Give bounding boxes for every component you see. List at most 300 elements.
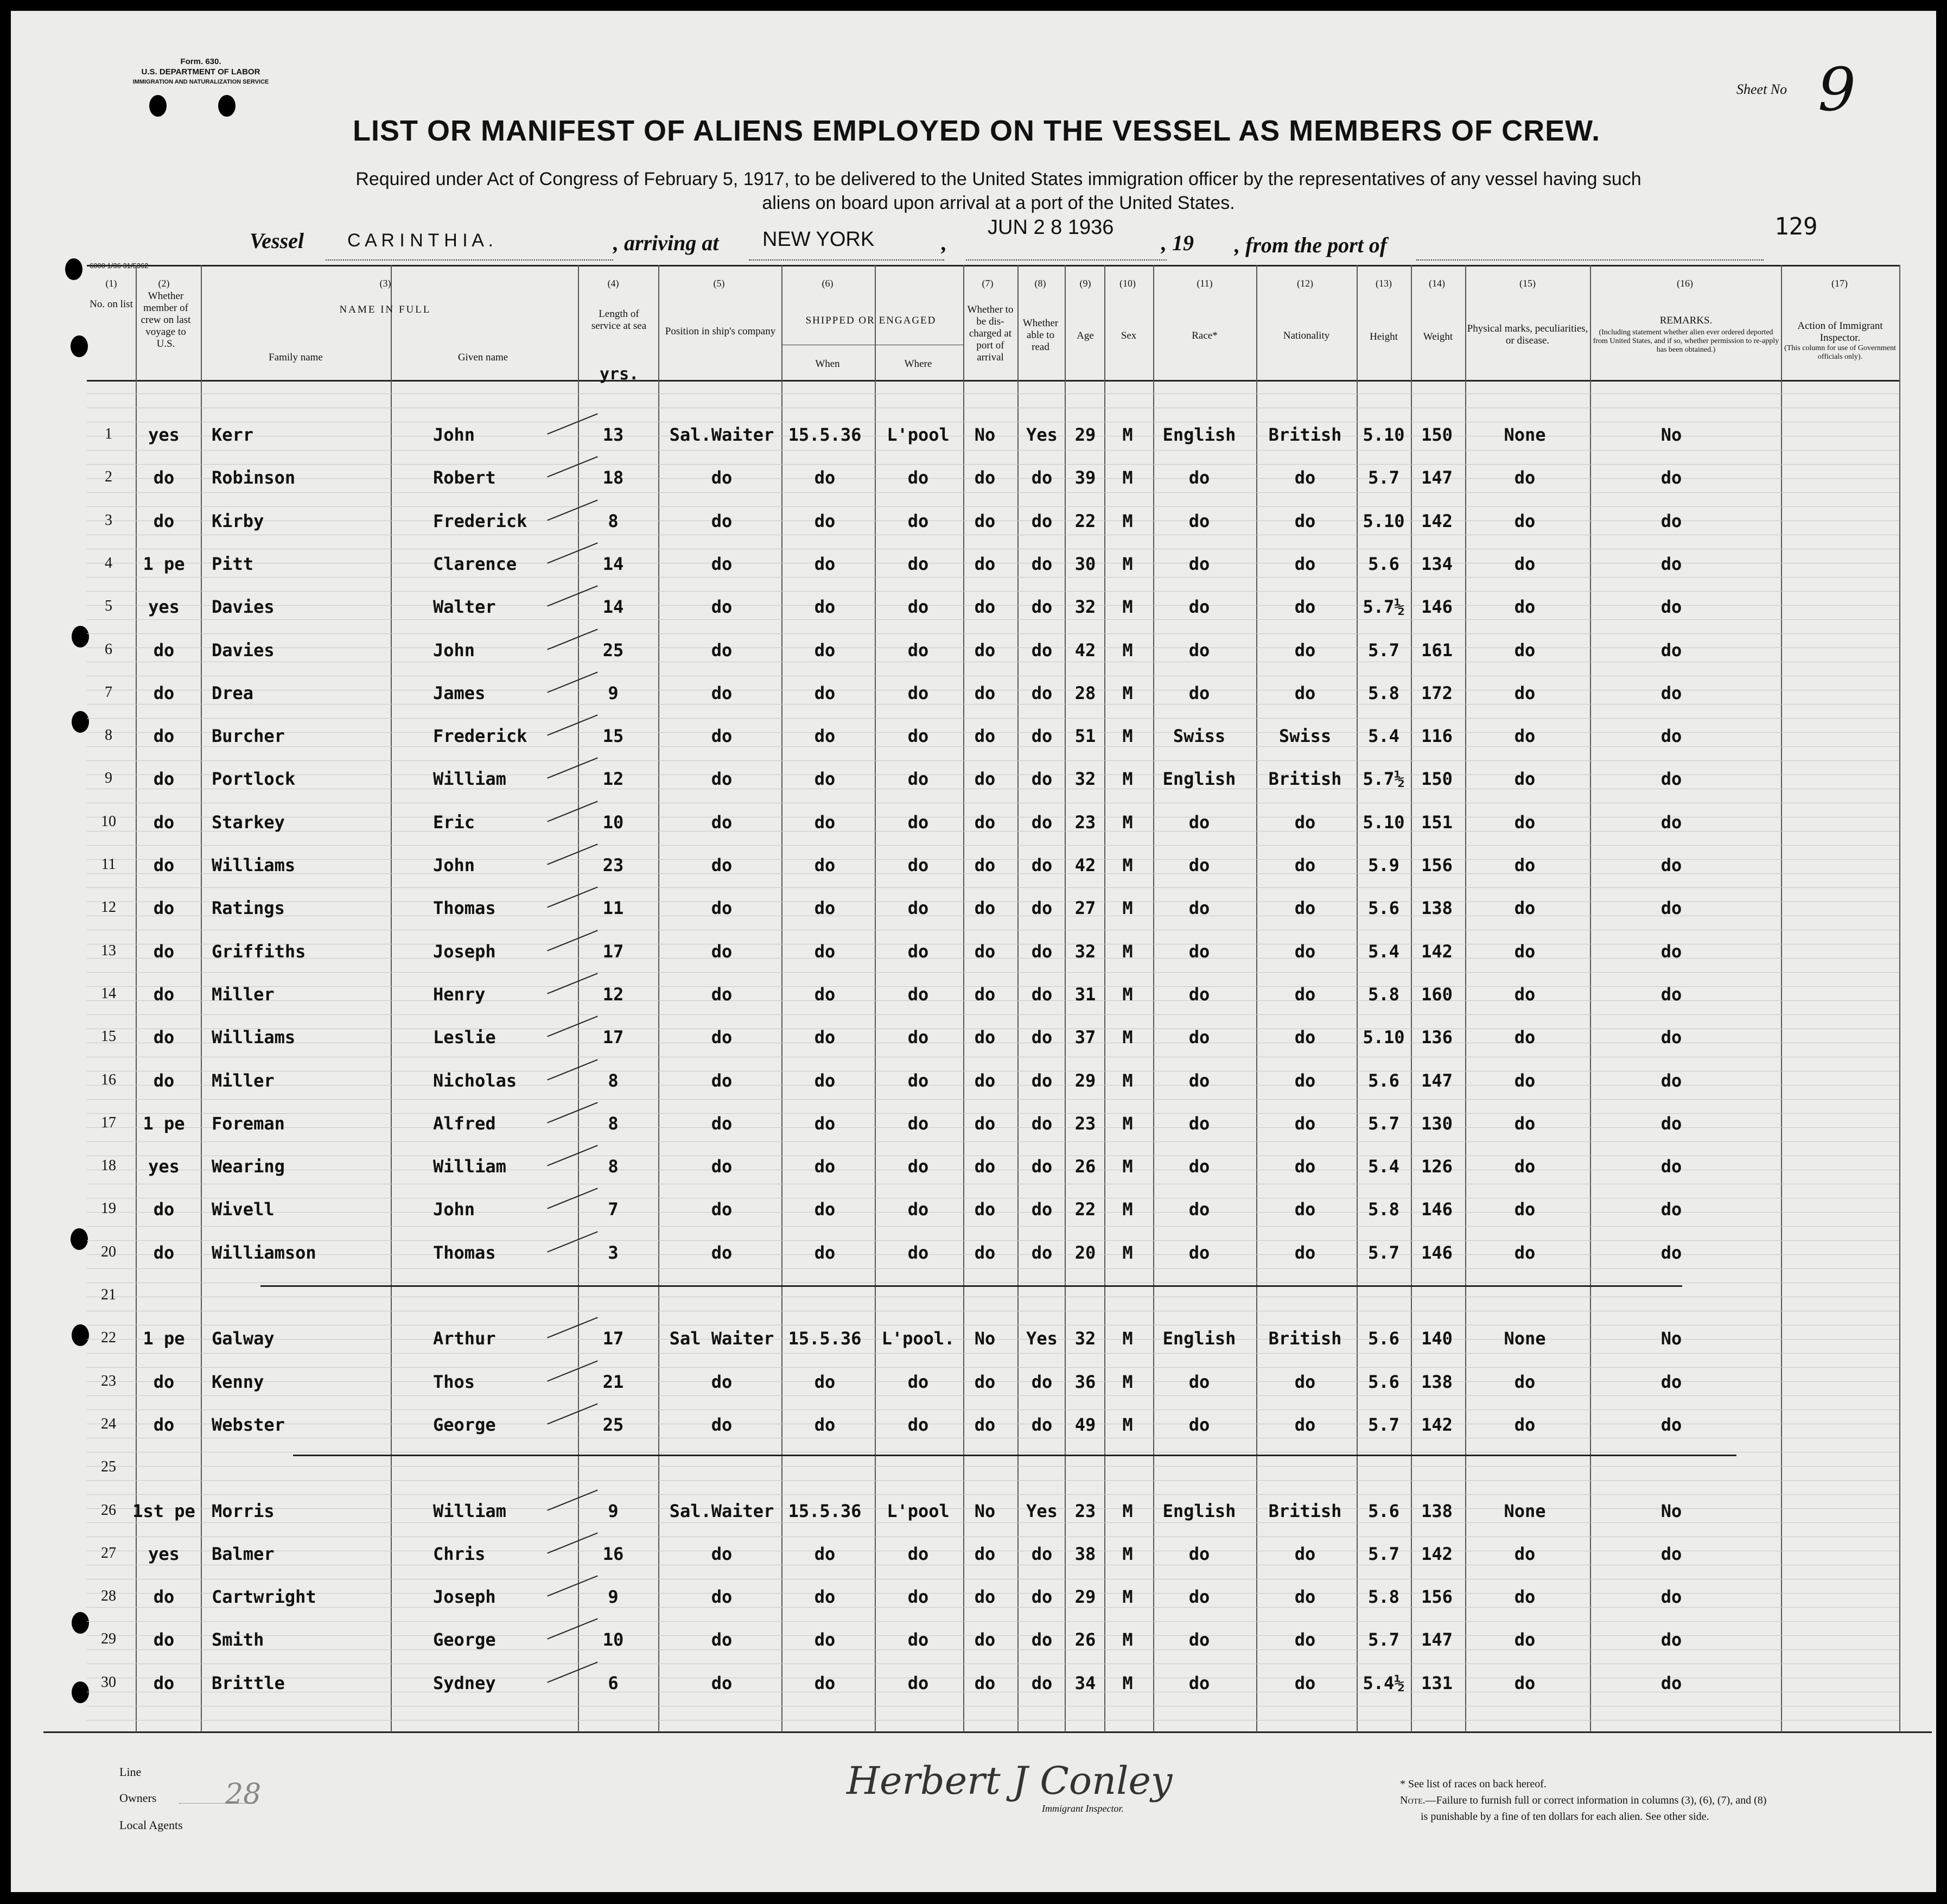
- cell-race: do: [1188, 855, 1210, 875]
- cell-read: do: [1031, 1544, 1053, 1564]
- cell-where: do: [907, 984, 929, 1005]
- cell-read: do: [1031, 1372, 1053, 1392]
- cell-when: do: [814, 1242, 836, 1263]
- row-number: 4: [105, 555, 112, 572]
- cell-sex: M: [1122, 1673, 1133, 1693]
- manifest-sheet: [11, 11, 1936, 1892]
- cell-when: do: [814, 769, 836, 789]
- cell-race: do: [1188, 640, 1210, 661]
- cell-physical: do: [1514, 554, 1536, 574]
- page-title: LIST OR MANIFEST OF ALIENS EMPLOYED ON THE VESSEL AS MEMBERS OF CREW.: [353, 115, 1601, 147]
- column-number: (11): [1197, 278, 1213, 289]
- cell-discharged: do: [974, 855, 996, 875]
- cell-given: Eric: [433, 812, 475, 833]
- cell-race: do: [1188, 1673, 1210, 1693]
- cell-position: do: [711, 812, 733, 833]
- cell-family: Wearing: [212, 1156, 285, 1177]
- cell-position: do: [711, 984, 733, 1005]
- cell-weight: 142: [1421, 1544, 1453, 1564]
- column-number: (8): [1034, 278, 1046, 289]
- cell-position: do: [711, 898, 733, 918]
- cell-where: do: [907, 1372, 929, 1392]
- cell-family: Cartwright: [212, 1586, 316, 1607]
- row-number: 13: [101, 942, 116, 959]
- header-weight: Weight: [1423, 331, 1453, 342]
- table-top-border: [87, 265, 1899, 266]
- cell-read: do: [1031, 640, 1053, 661]
- cell-age: 32: [1074, 596, 1096, 617]
- cell-when: do: [814, 640, 836, 661]
- cell-age: 49: [1074, 1414, 1096, 1435]
- row-number: 10: [101, 813, 116, 830]
- stamp-number: 129: [1774, 213, 1818, 240]
- table-row: [11, 414, 1936, 457]
- cell-when: 15.5.36: [788, 1328, 862, 1349]
- cell-where: do: [907, 467, 929, 488]
- cell-member: do: [153, 726, 175, 746]
- cell-read: do: [1031, 511, 1053, 531]
- line-label: Line: [119, 1765, 142, 1779]
- subtitle-line-2: aliens on board upon arrival at a port of the United States.: [762, 193, 1235, 213]
- cell-family: Ratings: [212, 898, 285, 918]
- table-row: [11, 801, 1936, 845]
- cell-given: Frederick: [433, 511, 527, 531]
- cell-when: do: [814, 683, 836, 703]
- cell-given: William: [433, 1501, 506, 1521]
- cell-service: 9: [608, 1501, 619, 1521]
- cell-weight: 146: [1421, 596, 1453, 617]
- column-number: (12): [1297, 278, 1313, 289]
- cell-race: do: [1188, 1199, 1210, 1220]
- table-row: [11, 1619, 1936, 1662]
- cell-nationality: do: [1294, 1629, 1316, 1650]
- cell-nationality: do: [1294, 511, 1316, 531]
- cell-weight: 142: [1421, 1414, 1453, 1435]
- cell-where: do: [907, 1027, 929, 1048]
- table-row: [11, 672, 1936, 715]
- cell-read: do: [1031, 683, 1053, 703]
- cell-sex: M: [1122, 1199, 1133, 1220]
- cell-race: do: [1188, 683, 1210, 703]
- cell-remarks: do: [1660, 596, 1682, 617]
- cell-age: 29: [1074, 424, 1096, 445]
- header-position: Position in ship's company: [665, 326, 776, 337]
- row-number: 25: [101, 1458, 116, 1475]
- punch-hole: [149, 95, 167, 117]
- header-nationality: Nationality: [1283, 330, 1330, 341]
- cell-race: do: [1188, 1156, 1210, 1177]
- table-row: [11, 1145, 1936, 1189]
- cell-weight: 116: [1421, 726, 1453, 746]
- cell-physical: do: [1514, 1070, 1536, 1091]
- cell-member: do: [153, 984, 175, 1005]
- cell-service: 8: [608, 1070, 619, 1091]
- cell-member: do: [153, 1629, 175, 1650]
- row-number: 15: [101, 1028, 116, 1045]
- cell-service: 15: [602, 726, 624, 746]
- cell-given: Sydney: [433, 1673, 496, 1693]
- table-bottom-border: [43, 1731, 1932, 1733]
- cell-remarks: do: [1660, 1544, 1682, 1564]
- table-row: [11, 758, 1936, 801]
- cell-when: do: [814, 1372, 836, 1392]
- table-row: [11, 1490, 1936, 1533]
- cell-height: 5.7½: [1363, 769, 1405, 789]
- header-sex: Sex: [1121, 330, 1137, 341]
- cell-when: do: [814, 1629, 836, 1650]
- cell-given: Joseph: [433, 1586, 496, 1607]
- cell-family: Williams: [212, 1027, 296, 1048]
- cell-where: do: [907, 596, 929, 617]
- cell-age: 30: [1074, 554, 1096, 574]
- cell-family: Drea: [212, 683, 254, 703]
- cell-position: do: [711, 1113, 733, 1134]
- cell-discharged: do: [974, 1027, 996, 1048]
- cell-height: 5.8: [1368, 683, 1399, 703]
- cell-given: Alfred: [433, 1113, 496, 1134]
- cell-service: 6: [608, 1673, 619, 1693]
- header-race: Race*: [1192, 330, 1218, 341]
- cell-physical: None: [1504, 424, 1546, 445]
- cell-member: do: [153, 1414, 175, 1435]
- year-label: , 19: [1161, 231, 1194, 255]
- cell-where: do: [907, 1586, 929, 1607]
- cell-nationality: do: [1294, 1156, 1316, 1177]
- cell-age: 51: [1074, 726, 1096, 746]
- cell-remarks: do: [1660, 1156, 1682, 1177]
- cell-given: Thos: [433, 1372, 475, 1392]
- cell-sex: M: [1122, 941, 1133, 962]
- cell-family: Miller: [212, 984, 275, 1005]
- cell-family: Smith: [212, 1629, 264, 1650]
- cell-service: 13: [602, 424, 624, 445]
- cell-member: do: [153, 812, 175, 833]
- cell-age: 28: [1074, 683, 1096, 703]
- cell-when: do: [814, 596, 836, 617]
- cell-given: William: [433, 769, 506, 789]
- cell-height: 5.8: [1368, 984, 1399, 1005]
- cell-where: do: [907, 1673, 929, 1693]
- cell-where: do: [907, 511, 929, 531]
- cell-nationality: do: [1294, 941, 1316, 962]
- inspector-signature: Herbert J Conley: [847, 1759, 1173, 1803]
- cell-when: do: [814, 1544, 836, 1564]
- cell-position: do: [711, 1673, 733, 1693]
- cell-member: do: [153, 941, 175, 962]
- cell-position: Sal.Waiter: [669, 1501, 774, 1521]
- cell-age: 26: [1074, 1629, 1096, 1650]
- cell-weight: 142: [1421, 511, 1453, 531]
- from-port-label: , from the port of: [1235, 233, 1388, 257]
- cell-when: do: [814, 1586, 836, 1607]
- cell-where: do: [907, 1414, 929, 1435]
- cell-age: 34: [1074, 1673, 1096, 1693]
- cell-sex: M: [1122, 1586, 1133, 1607]
- cell-family: Morris: [212, 1501, 275, 1521]
- cell-height: 5.8: [1368, 1586, 1399, 1607]
- cell-sex: M: [1122, 769, 1133, 789]
- inspector-label: Immigrant Inspector.: [1042, 1803, 1124, 1814]
- cell-weight: 140: [1421, 1328, 1453, 1349]
- cell-nationality: do: [1294, 1544, 1316, 1564]
- cell-race: English: [1162, 1328, 1236, 1349]
- cell-given: John: [433, 855, 475, 875]
- cell-position: do: [711, 941, 733, 962]
- cell-family: Williams: [212, 855, 296, 875]
- cell-physical: None: [1504, 1328, 1546, 1349]
- cell-race: do: [1188, 1372, 1210, 1392]
- cell-when: do: [814, 1199, 836, 1220]
- cell-where: do: [907, 1156, 929, 1177]
- cell-height: 5.10: [1363, 424, 1405, 445]
- cell-physical: do: [1514, 1372, 1536, 1392]
- cell-given: Robert: [433, 467, 496, 488]
- cell-sex: M: [1122, 683, 1133, 703]
- cell-remarks: do: [1660, 1586, 1682, 1607]
- table-row: [11, 1446, 1936, 1490]
- cell-member: do: [153, 769, 175, 789]
- cell-read: do: [1031, 812, 1053, 833]
- row-number: 17: [101, 1114, 116, 1131]
- cell-sex: M: [1122, 640, 1133, 661]
- cell-position: do: [711, 683, 733, 703]
- cell-remarks: No: [1660, 1328, 1682, 1349]
- row-number: 18: [101, 1157, 116, 1174]
- cell-family: Kerr: [212, 424, 254, 445]
- cell-service: 9: [608, 683, 619, 703]
- cell-age: 26: [1074, 1156, 1096, 1177]
- vessel-underline: [326, 259, 613, 261]
- cell-race: do: [1188, 898, 1210, 918]
- cell-height: 5.7: [1368, 1544, 1399, 1564]
- cell-where: do: [907, 683, 929, 703]
- column-number: (1): [105, 278, 117, 289]
- cell-where: do: [907, 1544, 929, 1564]
- cell-nationality: do: [1294, 1027, 1316, 1048]
- cell-read: do: [1031, 1586, 1053, 1607]
- cell-age: 38: [1074, 1544, 1096, 1564]
- header-able-read: Whether able to read: [1022, 318, 1059, 353]
- ruled-line: [87, 1720, 1899, 1721]
- header-physical: Physical marks, peculiarities, or disease.: [1467, 323, 1588, 346]
- owners-underline: [179, 1803, 255, 1804]
- column-number: (13): [1376, 278, 1392, 289]
- cell-nationality: do: [1294, 1414, 1316, 1435]
- cell-position: do: [711, 1027, 733, 1048]
- cell-age: 31: [1074, 984, 1096, 1005]
- cell-race: do: [1188, 554, 1210, 574]
- cell-given: Leslie: [433, 1027, 496, 1048]
- row-number: 6: [105, 641, 112, 658]
- cell-height: 5.6: [1368, 1328, 1399, 1349]
- cell-when: do: [814, 1113, 836, 1134]
- cell-family: Webster: [212, 1414, 285, 1435]
- row-number: 9: [105, 770, 112, 786]
- cell-physical: do: [1514, 1027, 1536, 1048]
- cell-height: 5.10: [1363, 1027, 1405, 1048]
- cell-physical: do: [1514, 898, 1536, 918]
- cell-family: Griffiths: [212, 941, 306, 962]
- cell-read: Yes: [1026, 424, 1058, 445]
- vessel-label: Vessel: [250, 229, 304, 253]
- cell-weight: 146: [1421, 1199, 1453, 1220]
- cell-height: 5.8: [1368, 1199, 1399, 1220]
- cell-age: 39: [1074, 467, 1096, 488]
- row-number: 19: [101, 1200, 116, 1217]
- cell-service: 17: [602, 1027, 624, 1048]
- cell-where: do: [907, 769, 929, 789]
- owners-value: 28: [225, 1778, 262, 1811]
- cell-sex: M: [1122, 812, 1133, 833]
- cell-physical: do: [1514, 812, 1536, 833]
- cell-sex: M: [1122, 1629, 1133, 1650]
- service-name: IMMIGRATION AND NATURALIZATION SERVICE: [132, 79, 269, 85]
- cell-discharged: do: [974, 1673, 996, 1693]
- header-discharged: Whether to be dis-charged at port of arrival: [967, 304, 1014, 363]
- cell-read: do: [1031, 898, 1053, 918]
- table-row: [11, 1232, 1936, 1275]
- cell-nationality: do: [1294, 467, 1316, 488]
- cell-family: Pitt: [212, 554, 254, 574]
- cell-race: do: [1188, 941, 1210, 962]
- cell-given: Chris: [433, 1544, 486, 1564]
- header-where: Where: [904, 358, 932, 370]
- cell-member: do: [153, 898, 175, 918]
- header-whether-member: Whether member of crew on last voyage to U.S.: [141, 290, 191, 350]
- cell-where: do: [907, 640, 929, 661]
- cell-nationality: do: [1294, 1113, 1316, 1134]
- cell-discharged: do: [974, 1199, 996, 1220]
- cell-race: do: [1188, 1113, 1210, 1134]
- table-row: [11, 1016, 1936, 1059]
- table-row: [11, 1361, 1936, 1404]
- column-number: (16): [1677, 278, 1693, 289]
- row-number: 5: [105, 598, 112, 614]
- cell-nationality: do: [1294, 640, 1316, 661]
- cell-read: do: [1031, 554, 1053, 574]
- cell-read: do: [1031, 984, 1053, 1005]
- cell-read: do: [1031, 1027, 1053, 1048]
- form-header: [103, 56, 298, 87]
- cell-service: 18: [602, 467, 624, 488]
- cell-sex: M: [1122, 511, 1133, 531]
- cell-position: do: [711, 726, 733, 746]
- cell-service: 8: [608, 1156, 619, 1177]
- cell-sex: M: [1122, 1027, 1133, 1048]
- cell-weight: 131: [1421, 1673, 1453, 1693]
- table-row: [11, 1533, 1936, 1576]
- cell-age: 23: [1074, 812, 1096, 833]
- cell-remarks: do: [1660, 812, 1682, 833]
- cell-position: do: [711, 640, 733, 661]
- header-length-unit: yrs.: [600, 365, 639, 384]
- cell-member: yes: [148, 596, 180, 617]
- cell-remarks: do: [1660, 1113, 1682, 1134]
- cell-remarks: do: [1660, 769, 1682, 789]
- cell-member: 1 pe: [143, 1328, 185, 1349]
- cell-where: do: [907, 855, 929, 875]
- cell-discharged: do: [974, 1414, 996, 1435]
- cell-position: do: [711, 1586, 733, 1607]
- cell-where: do: [907, 812, 929, 833]
- row-number: 27: [101, 1545, 116, 1562]
- table-row: [11, 456, 1936, 500]
- cell-read: do: [1031, 769, 1053, 789]
- cell-height: 5.7: [1368, 640, 1399, 661]
- cell-given: William: [433, 1156, 506, 1177]
- cell-age: 29: [1074, 1586, 1096, 1607]
- cell-nationality: do: [1294, 1070, 1316, 1091]
- cell-weight: 147: [1421, 1070, 1453, 1091]
- table-row: [11, 715, 1936, 758]
- row-number: 2: [105, 468, 112, 485]
- cell-when: do: [814, 1027, 836, 1048]
- cell-nationality: British: [1268, 424, 1342, 445]
- row-number: 30: [101, 1674, 116, 1691]
- cell-remarks: do: [1660, 1673, 1682, 1693]
- cell-family: Kenny: [212, 1372, 264, 1392]
- cell-member: do: [153, 511, 175, 531]
- column-number: (15): [1519, 278, 1536, 289]
- cell-when: do: [814, 1414, 836, 1435]
- cell-family: Balmer: [212, 1544, 275, 1564]
- row-number: 24: [101, 1416, 116, 1432]
- cell-sex: M: [1122, 1544, 1133, 1564]
- cell-age: 36: [1074, 1372, 1096, 1392]
- cell-remarks: do: [1660, 1372, 1682, 1392]
- note-label: Note.: [1400, 1794, 1426, 1806]
- cell-nationality: do: [1294, 855, 1316, 875]
- cell-sex: M: [1122, 1414, 1133, 1435]
- cell-age: 37: [1074, 1027, 1096, 1048]
- cell-height: 5.4½: [1363, 1673, 1405, 1693]
- cell-family: Robinson: [212, 467, 296, 488]
- cell-member: yes: [148, 424, 180, 445]
- table-row: [11, 543, 1936, 586]
- cell-remarks: do: [1660, 1629, 1682, 1650]
- cell-given: Arthur: [433, 1328, 496, 1349]
- header-when: When: [815, 358, 840, 370]
- cell-height: 5.6: [1368, 898, 1399, 918]
- cell-read: Yes: [1026, 1501, 1058, 1521]
- cell-given: Frederick: [433, 726, 527, 746]
- cell-age: 32: [1074, 1328, 1096, 1349]
- cell-height: 5.7: [1368, 1113, 1399, 1134]
- cell-member: yes: [148, 1156, 180, 1177]
- cell-height: 5.7½: [1363, 596, 1405, 617]
- table-row: [11, 1102, 1936, 1146]
- cell-member: do: [153, 683, 175, 703]
- cell-read: do: [1031, 1242, 1053, 1263]
- cell-sex: M: [1122, 467, 1133, 488]
- cell-where: do: [907, 726, 929, 746]
- cell-where: do: [907, 1242, 929, 1263]
- table-row: [11, 1662, 1936, 1705]
- cell-position: do: [711, 1156, 733, 1177]
- cell-given: Henry: [433, 984, 486, 1005]
- cell-discharged: do: [974, 1629, 996, 1650]
- cell-remarks: do: [1660, 1199, 1682, 1220]
- section-separator: [260, 1285, 1682, 1287]
- cell-discharged: do: [974, 941, 996, 962]
- cell-given: Joseph: [433, 941, 496, 962]
- cell-physical: do: [1514, 941, 1536, 962]
- subtitle: [239, 167, 1758, 215]
- cell-read: do: [1031, 596, 1053, 617]
- from-port-underline: [1416, 259, 1764, 261]
- column-number: (4): [607, 278, 619, 289]
- cell-race: do: [1188, 596, 1210, 617]
